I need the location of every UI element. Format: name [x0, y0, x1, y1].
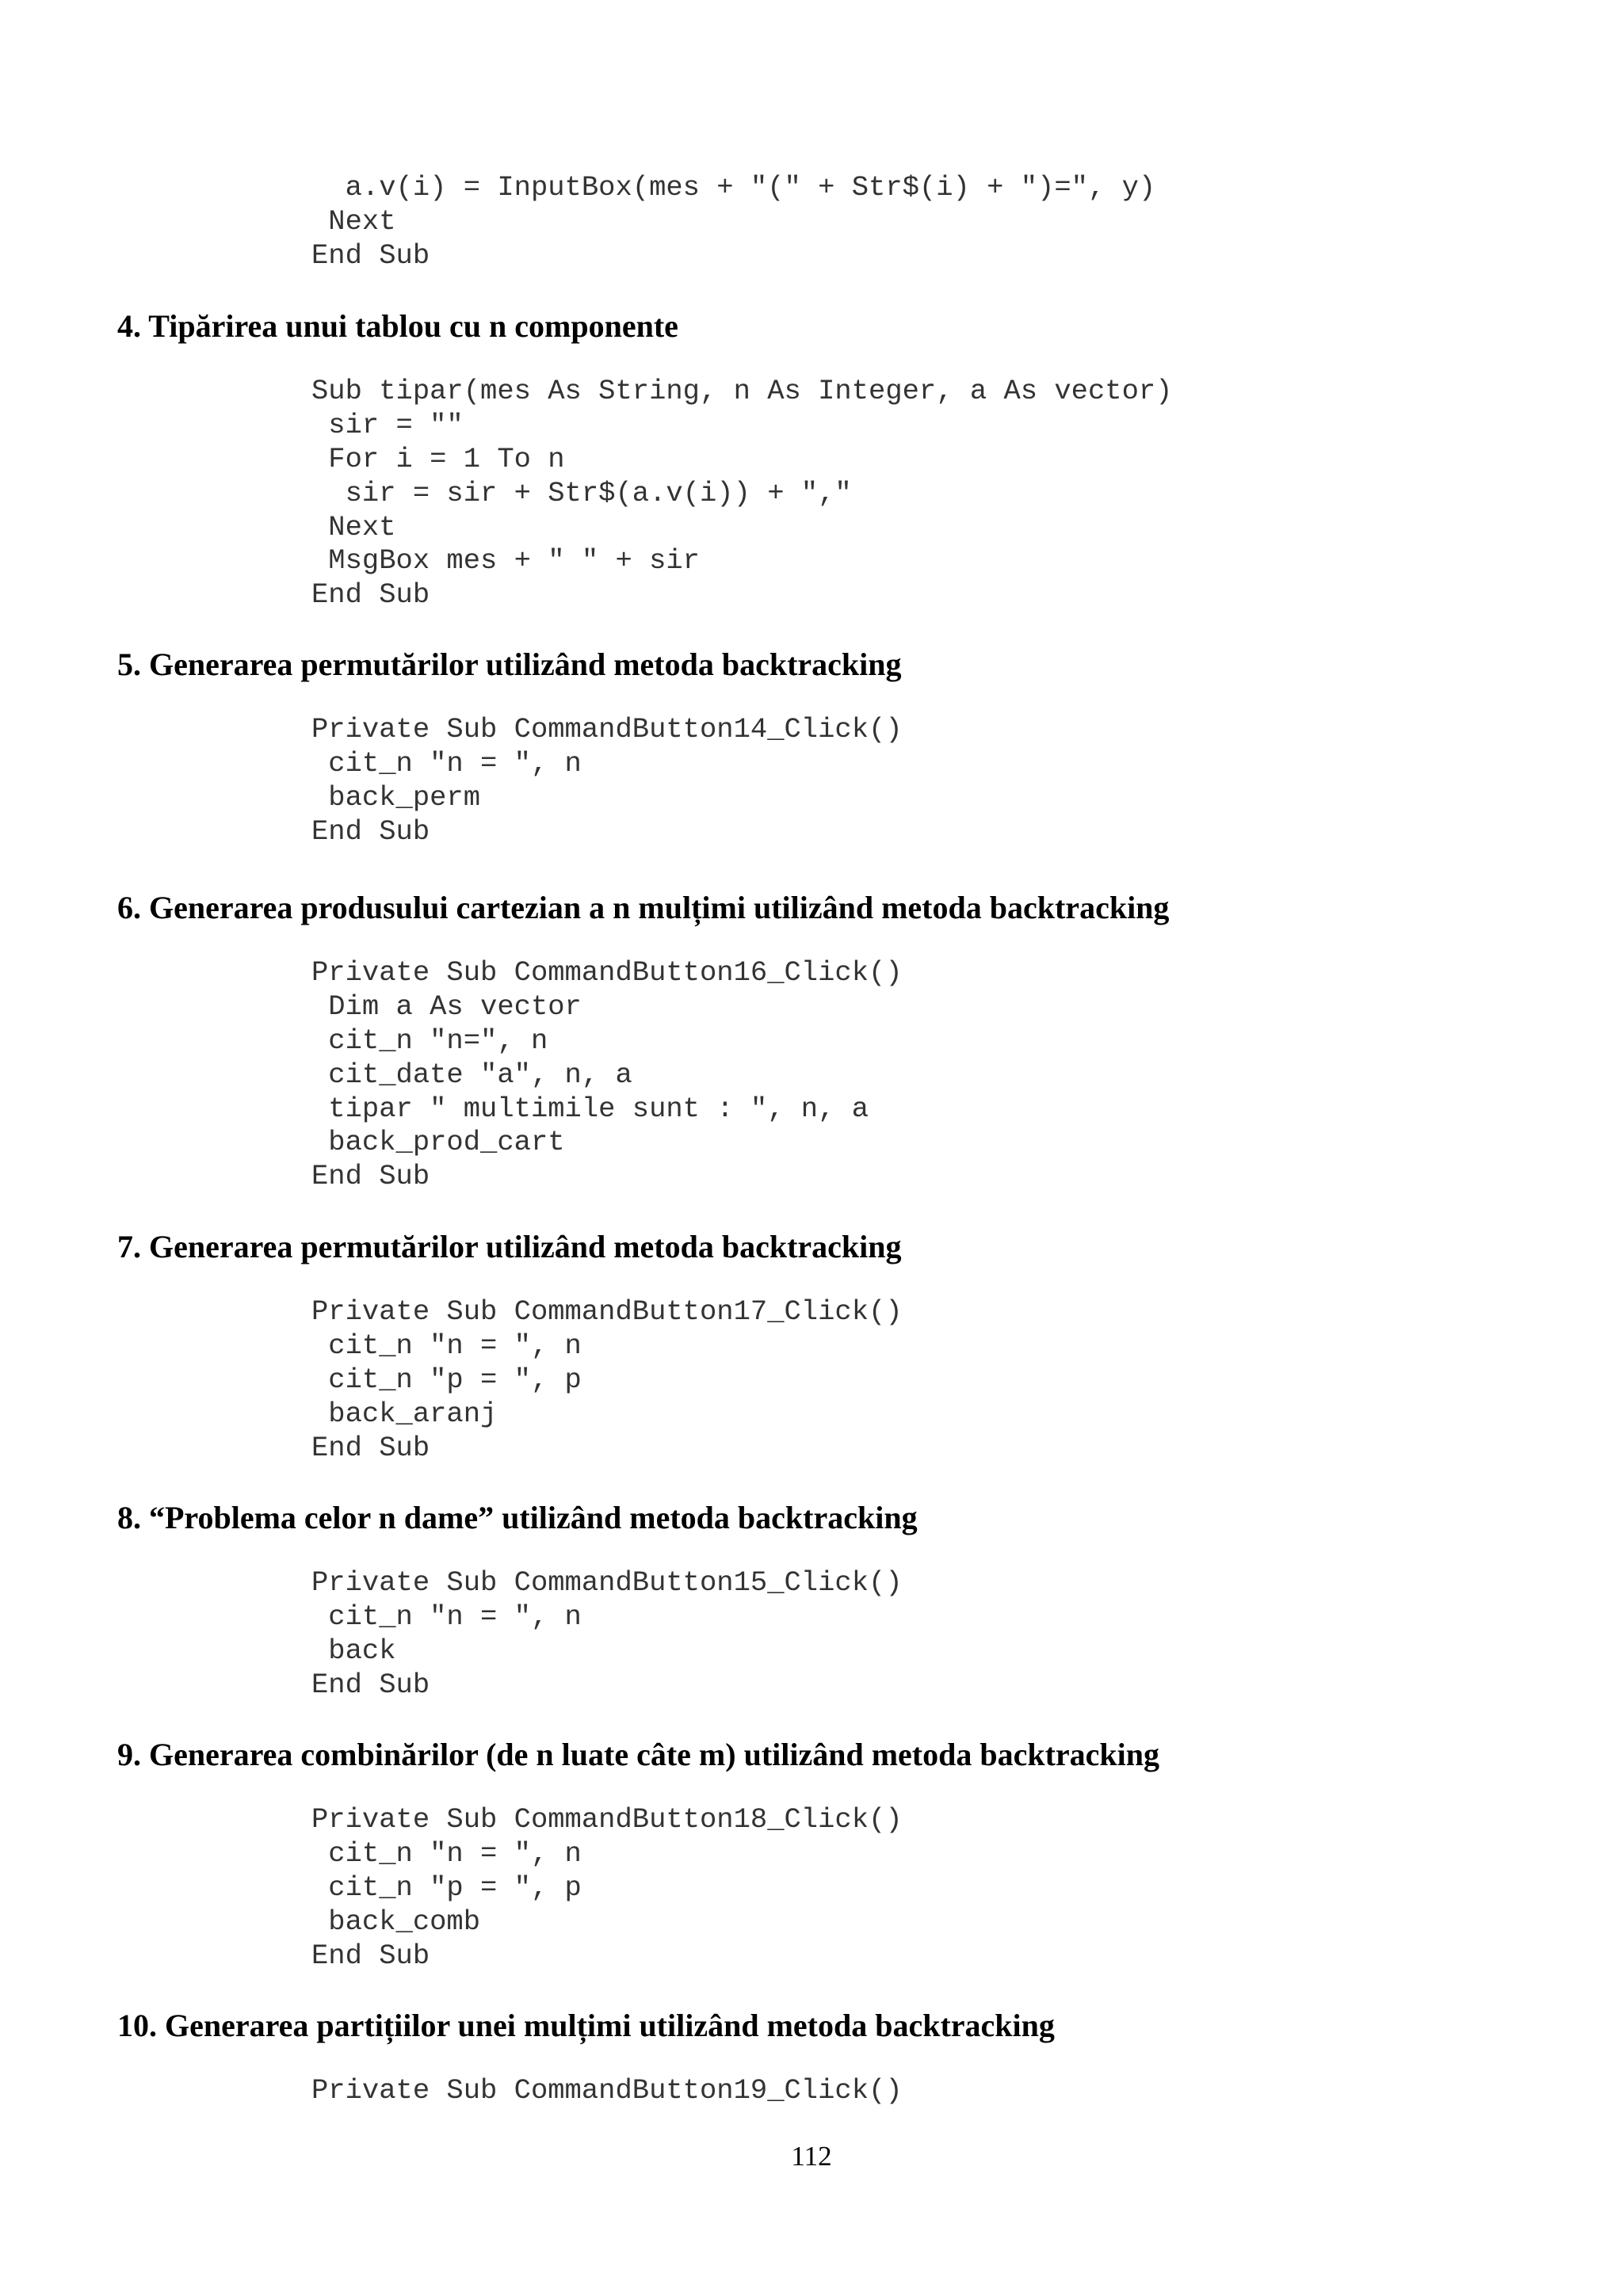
- code-line: End Sub: [311, 578, 430, 612]
- section-heading-10: 10. Generarea partițiilor unei mulțimi utilizând metoda backtracking: [117, 2008, 1055, 2043]
- code-block-8: [311, 1566, 903, 1703]
- code-block-6: [311, 956, 903, 1194]
- code-line: Private Sub CommandButton16_Click(): [311, 956, 903, 989]
- code-block-3-tail: [311, 171, 1155, 273]
- code-line: Private Sub CommandButton19_Click(): [311, 2074, 903, 2107]
- code-line: cit_n "n = ", n: [311, 1600, 582, 1633]
- code-line: End Sub: [311, 1160, 430, 1193]
- code-line: End Sub: [311, 1939, 430, 1972]
- code-line: cit_n "p = ", p: [311, 1871, 582, 1904]
- code-block-10: [311, 2074, 903, 2108]
- code-line: Private Sub CommandButton17_Click(): [311, 1295, 903, 1328]
- code-line: Next: [311, 510, 396, 543]
- section-heading-9: 9. Generarea combinărilor (de n luate câte m) utilizând metoda backtracking: [117, 1737, 1160, 1772]
- section-heading-7: 7. Generarea permutărilor utilizând metoda backtracking: [117, 1229, 902, 1264]
- code-line: Dim a As vector: [311, 990, 582, 1023]
- code-line: back_prod_cart: [311, 1126, 565, 1159]
- code-line: cit_n "n=", n: [311, 1024, 548, 1057]
- code-line: cit_n "n = ", n: [311, 1836, 582, 1870]
- code-line: back: [311, 1634, 396, 1667]
- code-line: End Sub: [311, 1668, 430, 1701]
- code-line: back_perm: [311, 780, 481, 814]
- code-block-4: [311, 375, 1172, 612]
- code-block-9: [311, 1803, 903, 1973]
- code-line: For i = 1 To n: [311, 442, 565, 475]
- code-block-7: [311, 1295, 903, 1465]
- code-line: cit_date "a", n, a: [311, 1058, 632, 1091]
- code-line: cit_n "p = ", p: [311, 1363, 582, 1396]
- section-heading-8: 8. “Problema celor n dame” utilizând metoda backtracking: [117, 1500, 918, 1535]
- section-heading-5: 5. Generarea permutărilor utilizând metoda backtracking: [117, 646, 902, 682]
- code-line: back_aranj: [311, 1397, 498, 1430]
- section-heading-6: 6. Generarea produsului cartezian a n mulțimi utilizând metoda backtracking: [117, 890, 1170, 925]
- code-line: Private Sub CommandButton18_Click(): [311, 1803, 903, 1836]
- code-line: sir = "": [311, 408, 464, 441]
- code-line: cit_n "n = ", n: [311, 746, 582, 780]
- code-line: Private Sub CommandButton14_Click(): [311, 713, 903, 746]
- code-line: Next: [311, 204, 396, 238]
- code-line: End Sub: [311, 814, 430, 848]
- code-line: MsgBox mes + " " + sir: [311, 544, 700, 578]
- code-line: tipar " multimile sunt : ", n, a: [311, 1092, 869, 1125]
- section-heading-4: 4. Tipărirea unui tablou cu n componente: [117, 308, 678, 344]
- code-line: back_comb: [311, 1905, 481, 1938]
- page-number: 112: [791, 2141, 832, 2172]
- code-line: sir = sir + Str$(a.v(i)) + ",": [311, 476, 852, 509]
- code-line: a.v(i) = InputBox(mes + "(" + Str$(i) + ")=", y): [311, 171, 1156, 204]
- code-line: cit_n "n = ", n: [311, 1329, 582, 1362]
- code-line: End Sub: [311, 1431, 430, 1464]
- code-line: Private Sub CommandButton15_Click(): [311, 1566, 903, 1599]
- code-line: End Sub: [311, 238, 430, 272]
- code-block-5: [311, 713, 903, 849]
- code-line: Sub tipar(mes As String, n As Integer, a As vector): [311, 375, 1173, 407]
